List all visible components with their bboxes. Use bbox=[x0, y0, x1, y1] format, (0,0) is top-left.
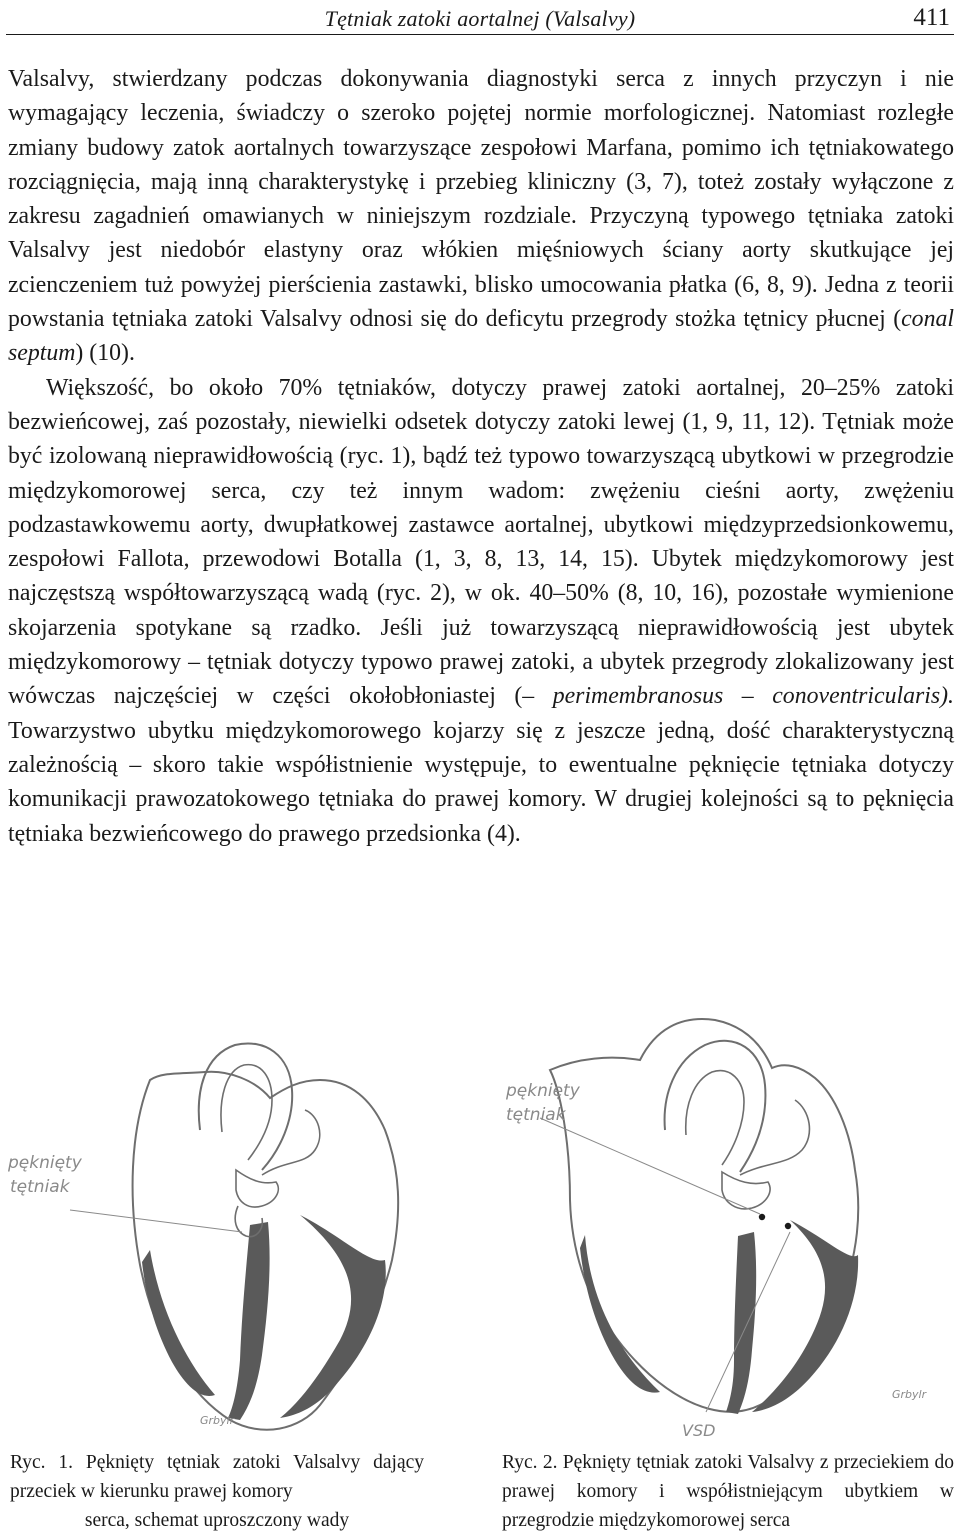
heart-diagram-1 bbox=[0, 1010, 490, 1450]
figure-2-signature: Grbylr bbox=[892, 1388, 927, 1401]
heart-diagram-2 bbox=[490, 1000, 960, 1445]
figure-2-label-line1: pęknięty bbox=[506, 1081, 580, 1101]
aneurysm-dot bbox=[759, 1214, 765, 1220]
paragraph-1 bbox=[8, 62, 954, 371]
paragraph-2-text: Większość, bo około 70% tętniaków, dotyczy prawej zatoki aortalnej, 20–25% zatoki bezwieńcowej, zaś pozostały, niewielki odsetek dotyczy zatoki lewej (1, 9, 11, 12). Tętniak może być izolowaną nieprawidłowością (ryc. 1), bądź też typowo towarzyszącą ubytkowi w przegrodzie międzykomorowej serca, czy też innym wadom: zwężeniu cieśni aorty, zwężeniu podzastawkowemu aorty, dwupłatkowej zastawce aortalnej, ubytkowi międzyprzedsionkowemu, zespołowi Fallota, przewodowi Botalla (1, 3, 8, 13, 14, 15). Ubytek międzykomorowy jest najczęstszą współtowarzyszącą wadą (ryc. 2), w ok. 40–50% (8, 10, 16), pozostałe wymienione skojarzenia spotykane są rzadko. Jeśli już towarzyszącą nieprawidłowością jest ubytek międzykomorowy – tętniak dotyczy typowo prawej zatoki, a ubytek przegrody zlokalizowany jest wówczas najczęściej w części okołobłoniastej (– bbox=[8, 374, 954, 710]
paragraph-2-italic: perimembranosus – conoventricularis). bbox=[552, 683, 954, 710]
figure-1-label-line2: tętniak bbox=[10, 1177, 70, 1197]
figure-2-label-line2: tętniak bbox=[506, 1105, 566, 1125]
figure-2 bbox=[490, 1000, 960, 1445]
figure-1-label-line1: pęknięty bbox=[8, 1153, 82, 1173]
page-number: 411 bbox=[913, 4, 950, 31]
paragraph-1-text: Valsalvy, stwierdzany podczas dokonywania diagnostyki serca z innych przyczyn i nie wymagający leczenia, świadczy o szeroko pojętej normie morfologicznej. Natomiast rozległe zmiany budowy zatok aortalnych towarzyszące zespołowi Marfana, pomimo ich tętniakowatego rozciągnięcia, mają inną charakterystykę i przebieg kliniczny (3, 7), toteż zostały wyłączone z zakresu zagadnień omawianych w niniejszym rozdziale. Przyczyną typowego tętniaka zatoki Valsalvy jest niedobór elastyny oraz włókien mięśniowych ściany aorty skutkujące jej zcienczeniem tuż powyżej pierścienia zastawki, blisko umocowania płatka (6, 8, 9). Jedna z teorii powstania tętniaka zatoki Valsalvy odnosi się do deficytu przegrody stożka tętnicy płucnej ( bbox=[8, 66, 954, 333]
body-text bbox=[8, 62, 954, 851]
figure-1 bbox=[0, 1010, 490, 1450]
vsd-label: VSD bbox=[682, 1421, 716, 1440]
paragraph-1-italic: conal septum bbox=[8, 306, 954, 367]
figure-1-caption-text: Ryc. 1. Pęknięty tętniak zatoki Valsalvy dający przeciek w kierunku prawej komory bbox=[10, 1452, 424, 1502]
figure-2-caption: Ryc. 2. Pęknięty tętniak zatoki Valsalvy z przeciekiem do prawej komory i współistniejącym ubytkiem w przegrodzie międzykomorowej serca bbox=[502, 1452, 954, 1531]
figure-1-caption bbox=[10, 1448, 424, 1535]
running-head bbox=[6, 4, 954, 35]
running-title: Tętniak zatoki aortalnej (Valsalvy) bbox=[324, 6, 636, 31]
paragraph-1-text-end: ) (10). bbox=[75, 340, 135, 367]
paragraph-2 bbox=[8, 371, 954, 851]
figure-1-signature: Grbylr bbox=[200, 1414, 235, 1427]
vsd-dot bbox=[785, 1223, 791, 1229]
figure-1-caption-last-line: serca, schemat uproszczony wady bbox=[84, 1510, 350, 1531]
paragraph-2-text-end: Towarzystwo ubytku międzykomorowego kojarzy się z jeszcze jedną, dość charakterystyczną zależnością – skoro takie współistnienie występuje, to ewentualne pęknięcie tętniaka dotyczy komunikacji prawozatokowego tętniaka do prawej komory. W drugiej kolejności są to pęknięcia tętniaka bezwieńcowego do prawego przedsionka (4). bbox=[8, 717, 954, 847]
